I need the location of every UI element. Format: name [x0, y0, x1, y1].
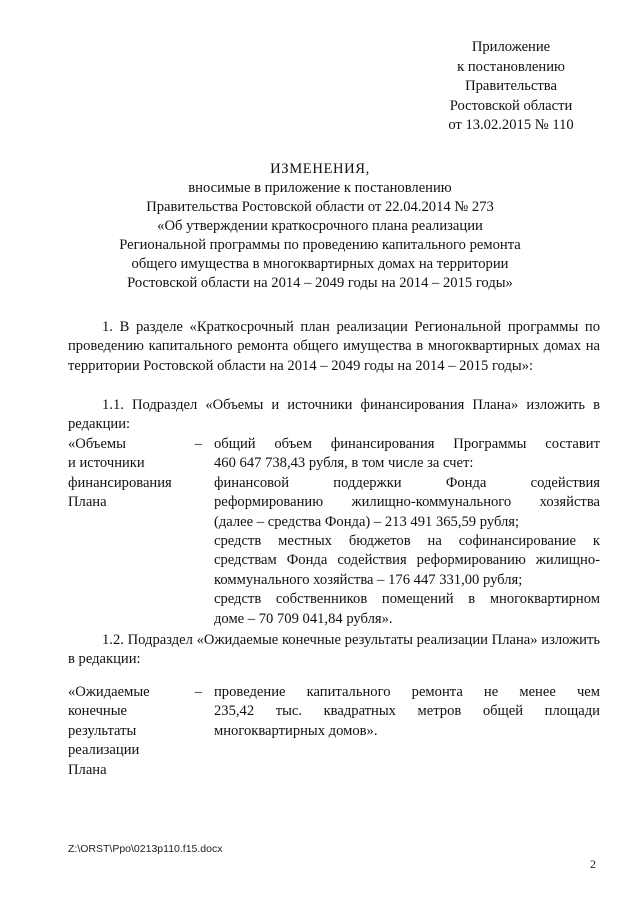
text-line: многоквартирных домов».: [214, 722, 378, 739]
paragraph-1-2: 1.2. Подраздел «Ожидаемые конечные результаты реализации Плана» изложить в редакции:: [68, 632, 600, 668]
appendix-line: Правительства: [465, 78, 557, 95]
appendix-line: Ростовской области: [449, 97, 573, 114]
title-line: Правительства Ростовской области от 22.04.2014 № 273: [146, 199, 494, 215]
appendix-header: [420, 38, 602, 136]
text-line: средств собственников помещений в многоквартирном: [214, 591, 600, 608]
appendix-line: от 13.02.2015 № 110: [448, 117, 574, 134]
label-line: реализации: [68, 742, 140, 759]
text-line: реформированию жилищно-коммунального хозяйства: [214, 494, 600, 511]
text-line: 235,42 тыс. квадратных метров общей площади: [214, 703, 600, 720]
title-line: Ростовской области на 2014 – 2049 годы на 2014 – 2015 годы»: [127, 275, 513, 291]
appendix-line: Приложение: [471, 39, 551, 55]
results-table: [68, 683, 600, 783]
title-line: Региональной программы по проведению капитального ремонта: [119, 237, 521, 253]
text-line: средств местных бюджетов на софинансирование к: [214, 533, 600, 550]
financing-table: [68, 435, 600, 631]
label-line: «Объемы: [68, 436, 126, 452]
label-line: финансирования: [68, 474, 172, 491]
document-title: [60, 160, 580, 293]
title-heading: ИЗМЕНЕНИЯ,: [270, 161, 370, 177]
financing-text: [214, 435, 600, 629]
results-text: [214, 683, 600, 741]
file-path-footer: Z:\ORST\Ppo\0213p110.f15.docx: [68, 843, 223, 855]
label-line: результаты: [68, 722, 137, 739]
label-line: Плана: [68, 494, 107, 511]
appendix-line: к постановлению: [457, 58, 565, 75]
page-number: 2: [590, 857, 596, 871]
label-line: «Ожидаемые: [68, 684, 150, 700]
text-line: доме – 70 709 041,84 рубля».: [214, 610, 393, 627]
results-dash: –: [194, 684, 202, 700]
financing-dash: –: [194, 436, 202, 452]
label-line: конечные: [68, 703, 128, 720]
title-line: общего имущества в многоквартирных домах на территории: [131, 256, 509, 272]
paragraph-1: 1. В разделе «Краткосрочный план реализации Региональной программы по проведению капитального ремонта общего имущества в многоквартирных домах на территории Ростовской области на 2014 – 2049 годы на 2014 – 2015 годы»:: [68, 319, 600, 374]
paragraph-1-1: 1.1. Подраздел «Объемы и источники финансирования Плана» изложить в редакции:: [68, 397, 600, 433]
label-line: и источники: [68, 455, 145, 472]
text-line: проведение капитального ремонта не менее чем: [214, 684, 600, 700]
results-label: [68, 683, 176, 780]
title-line: вносимые в приложение к постановлению: [188, 180, 452, 196]
text-line: (далее – средства Фонда) – 213 491 365,59 рубля;: [214, 513, 520, 530]
label-line: Плана: [68, 761, 107, 778]
text-line: 460 647 738,43 рубля, в том числе за счет:: [214, 455, 474, 472]
text-line: коммунального хозяйства – 176 447 331,00 рубля;: [214, 571, 523, 588]
financing-label: [68, 435, 176, 513]
title-line: «Об утверждении краткосрочного плана реализации: [157, 218, 483, 234]
text-line: финансовой поддержки Фонда содействия: [214, 474, 600, 491]
text-line: средствам Фонда содействия реформированию жилищно-: [214, 552, 600, 569]
text-line: общий объем финансирования Программы составит: [214, 436, 600, 452]
